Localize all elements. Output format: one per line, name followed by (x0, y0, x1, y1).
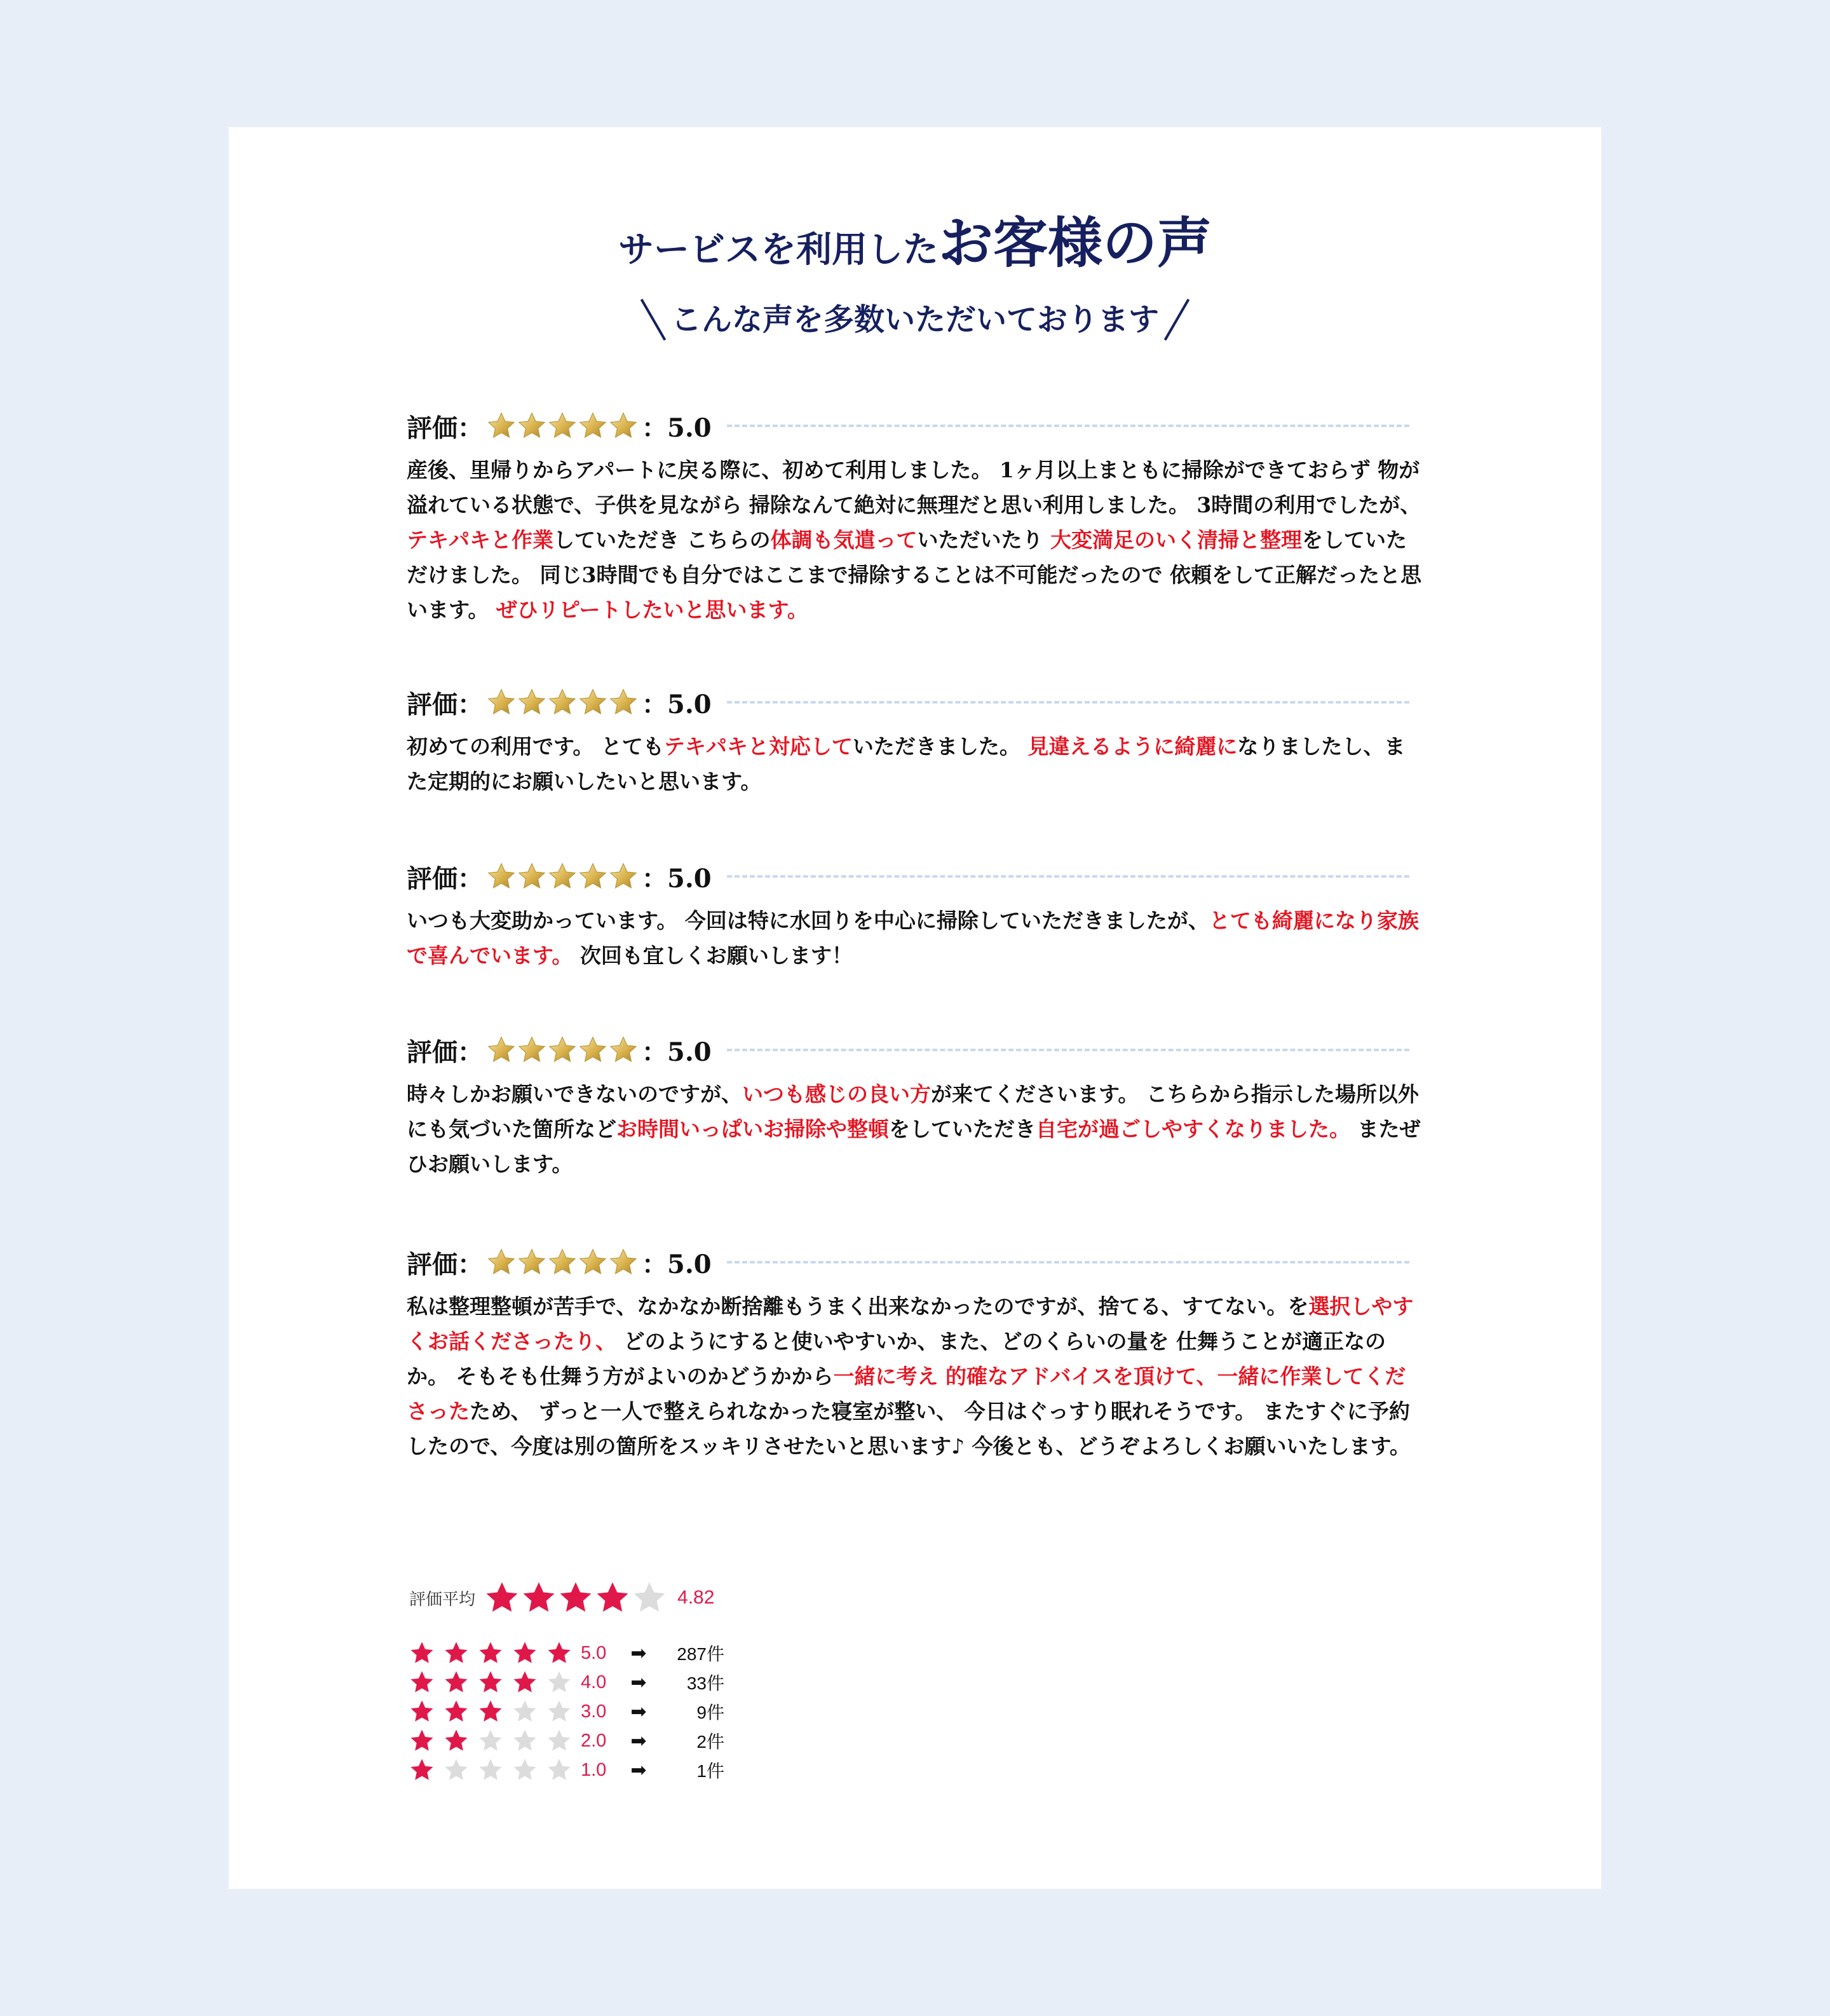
distribution-score: 2.0 (581, 1730, 607, 1751)
review-text-segment: ため、 ずっと一人で整えられなかった寝室が整い、 今日はぐっすり眠れそうです。 またすぐに予約したので、今度は別の箇所をスッキリさせたいと思います♪ 今後とも、どうぞよろしくお願いいたします。 (407, 1399, 1411, 1459)
average-stars (484, 1580, 668, 1616)
rating-label: 評価： (407, 1037, 483, 1067)
review-item (407, 407, 1423, 627)
review-text-segment: をしていただけました。 同じ3時間でも自分ではここまで掃除することは不可能だったので 依頼をして正解だったと思います。 (407, 528, 1421, 622)
highlight-text: 見違えるように綺麗に (1027, 734, 1238, 759)
distribution-count: 1件 (696, 1761, 724, 1781)
review-score: ：5.0 (642, 863, 712, 894)
slash-right-decoration (1164, 299, 1190, 341)
gold-star-icon (548, 688, 577, 717)
gold-star-icon (609, 1035, 638, 1065)
arrow-right-icon: ➡ (630, 1642, 647, 1664)
review-text-segment: 私は整理整頓が苦手で、なかなか断捨離もうまく出来なかったのですが、捨てる、すてない。を (407, 1294, 1309, 1319)
review-score: ：5.0 (642, 412, 712, 443)
gold-star-icon (548, 1248, 577, 1277)
empty-star-icon (512, 1757, 538, 1783)
gold-star-icon (548, 862, 577, 891)
average-label: 評価平均 (409, 1589, 476, 1609)
review-rating-row (407, 1243, 1423, 1281)
filled-star-icon (409, 1669, 435, 1696)
filled-star-icon (444, 1669, 469, 1696)
gold-star-icon (609, 1248, 638, 1277)
filled-star-icon (409, 1757, 435, 1783)
review-item (407, 1031, 1423, 1182)
arrow-right-icon: ➡ (630, 1701, 647, 1722)
average-row (409, 1576, 765, 1619)
gold-star-icon (487, 688, 516, 717)
distribution-stars (409, 1727, 581, 1754)
highlight-text: 大変満足のいく清掃と整理 (1050, 528, 1302, 552)
highlight-text: 自宅が過ごしやすくなりました。 (1036, 1117, 1350, 1141)
highlight-text: ぜひリピートしたいと思います。 (496, 597, 808, 622)
review-rating-row (407, 683, 1423, 721)
highlight-text: 選択しやすくお話くださったり、 (407, 1294, 1414, 1354)
review-text-segment: 時々しかお願いできないのですが、 (407, 1082, 742, 1107)
title-large: お客様の声 (939, 211, 1212, 275)
review-rating-row (407, 1031, 1423, 1069)
gold-stars (487, 688, 639, 717)
distribution-count: 9件 (696, 1703, 724, 1722)
distribution-score: 4.0 (581, 1672, 607, 1692)
filled-star-icon (409, 1727, 435, 1754)
highlight-text: テキパキと作業 (407, 528, 553, 552)
empty-star-icon (444, 1757, 469, 1783)
gold-stars (487, 1035, 639, 1065)
slash-left-decoration (640, 299, 666, 341)
review-text-segment: が来てくださいます。 こちらから指示した場所以外にも気づいた箇所など (407, 1082, 1419, 1141)
review-text (407, 903, 1423, 973)
content-card (229, 127, 1601, 1889)
review-text-segment: 初めての利用です。 とても (407, 734, 664, 759)
empty-star-icon (546, 1757, 572, 1783)
gold-stars (487, 862, 639, 891)
highlight-text: 一緒に考え 的確なアドバイスを頂けて、一緒に作業してくださった (407, 1364, 1406, 1424)
highlight-text: いつも感じの良い方 (742, 1082, 931, 1107)
gold-star-icon (578, 1248, 607, 1277)
gold-star-icon (548, 1035, 577, 1065)
empty-star-icon (512, 1727, 538, 1754)
filled-star-icon (512, 1669, 538, 1696)
highlight-text: お時間いっぱいお掃除や整頓 (616, 1117, 889, 1141)
review-score: ：5.0 (642, 1249, 712, 1279)
distribution-score: 5.0 (581, 1642, 607, 1663)
rating-label: 評価： (407, 1249, 483, 1279)
gold-star-icon (578, 688, 607, 717)
gold-star-icon (487, 862, 516, 891)
rating-distribution (409, 1638, 765, 1785)
dashed-divider (727, 1261, 1409, 1263)
empty-star-icon (546, 1669, 572, 1696)
review-score: ：5.0 (642, 689, 712, 719)
filled-star-icon (484, 1580, 520, 1616)
page-title (229, 211, 1601, 275)
review-rating-row (407, 407, 1423, 445)
gold-star-icon (609, 411, 638, 440)
highlight-text: 体調も気遣って (770, 528, 918, 552)
distribution-stars (409, 1698, 581, 1725)
filled-star-icon (444, 1698, 469, 1725)
distribution-row (409, 1697, 765, 1726)
review-text-segment: をしていただき (889, 1117, 1036, 1141)
gold-stars (487, 411, 639, 440)
filled-star-icon (444, 1727, 469, 1754)
gold-star-icon (578, 1035, 607, 1065)
review-text-segment: どのようにすると使いやすいか、また、どのくらいの量を 仕舞うことが適正なのか。 そもそも仕舞う方がよいのかどうかから (407, 1329, 1386, 1389)
gold-star-icon (578, 862, 607, 891)
distribution-row (409, 1755, 765, 1785)
gold-stars (487, 1248, 639, 1277)
empty-star-icon (512, 1698, 538, 1725)
filled-star-icon (444, 1640, 469, 1666)
average-value: 4.82 (677, 1587, 715, 1608)
filled-star-icon (478, 1640, 503, 1666)
gold-star-icon (487, 1248, 516, 1277)
dashed-divider (727, 425, 1409, 427)
gold-star-icon (487, 1035, 516, 1065)
filled-star-icon (478, 1669, 503, 1696)
title-small: サービスを利用した (618, 229, 939, 271)
empty-star-icon (546, 1698, 572, 1725)
review-text-segment: 次回も宜しくお願いします！ (573, 943, 853, 968)
review-text-segment: またぜひお願いします。 (407, 1117, 1421, 1176)
highlight-text: とても綺麗になり家族で喜んでいます。 (407, 908, 1419, 968)
filled-star-icon (409, 1640, 435, 1666)
empty-star-icon (632, 1580, 667, 1616)
review-item (407, 1243, 1423, 1464)
rating-summary (409, 1576, 765, 1785)
gold-star-icon (517, 1035, 546, 1065)
filled-star-icon (595, 1580, 630, 1616)
review-score: ：5.0 (642, 1037, 712, 1067)
gold-star-icon (517, 862, 546, 891)
distribution-count: 287件 (677, 1644, 724, 1664)
filled-star-icon (558, 1580, 593, 1616)
distribution-stars (409, 1757, 581, 1783)
filled-star-icon (478, 1698, 503, 1725)
distribution-count: 2件 (696, 1732, 724, 1752)
review-item (407, 857, 1423, 973)
distribution-row (409, 1668, 765, 1697)
gold-star-icon (609, 862, 638, 891)
distribution-count: 33件 (686, 1673, 724, 1693)
review-rating-row (407, 857, 1423, 896)
gold-star-icon (517, 411, 546, 440)
review-text (407, 729, 1423, 799)
filled-star-icon (409, 1698, 435, 1725)
distribution-score: 3.0 (581, 1701, 607, 1722)
arrow-right-icon: ➡ (630, 1759, 647, 1781)
gold-star-icon (548, 411, 577, 440)
subtitle (229, 296, 1601, 343)
rating-label: 評価： (407, 689, 483, 719)
subtitle-text: こんな声を多数いただいております (670, 302, 1159, 337)
empty-star-icon (546, 1727, 572, 1754)
empty-star-icon (478, 1757, 503, 1783)
gold-star-icon (578, 411, 607, 440)
distribution-stars (409, 1669, 581, 1696)
review-text-segment: いただいたり (917, 528, 1050, 552)
gold-star-icon (517, 1248, 546, 1277)
dashed-divider (727, 1049, 1409, 1051)
section-header (229, 211, 1601, 343)
dashed-divider (727, 701, 1409, 704)
review-text (407, 1077, 1423, 1182)
dashed-divider (727, 875, 1409, 878)
review-text-segment: いただきました。 (852, 734, 1028, 759)
rating-label: 評価： (407, 863, 483, 894)
empty-star-icon (478, 1727, 503, 1754)
arrow-right-icon: ➡ (630, 1730, 647, 1752)
filled-star-icon (546, 1640, 572, 1666)
rating-label: 評価： (407, 412, 483, 443)
gold-star-icon (609, 688, 638, 717)
distribution-stars (409, 1640, 581, 1666)
distribution-row (409, 1726, 765, 1755)
review-text-segment: なりましたし、また定期的にお願いしたいと思います。 (407, 734, 1406, 794)
filled-star-icon (512, 1640, 538, 1666)
highlight-text: テキパキと対応して (663, 734, 853, 759)
review-text-segment: していただき こちらの (553, 528, 771, 552)
arrow-right-icon: ➡ (630, 1672, 647, 1693)
review-text-segment: いつも大変助かっています。 今回は特に水回りを中心に掃除していただきましたが、 (407, 908, 1209, 933)
distribution-row (409, 1638, 765, 1668)
review-text (407, 1289, 1423, 1464)
review-item (407, 683, 1423, 799)
gold-star-icon (517, 688, 546, 717)
filled-star-icon (521, 1580, 557, 1616)
distribution-score: 1.0 (581, 1759, 607, 1780)
review-text-segment: 産後、里帰りからアパートに戻る際に、初めて利用しました。 1ヶ月以上まともに掃除ができておらず 物が溢れている状態で、子供を見ながら 掃除なんて絶対に無理だと思い利用しました。 3時間の利用でしたが、 (407, 458, 1421, 517)
review-text (407, 453, 1423, 627)
gold-star-icon (487, 411, 516, 440)
